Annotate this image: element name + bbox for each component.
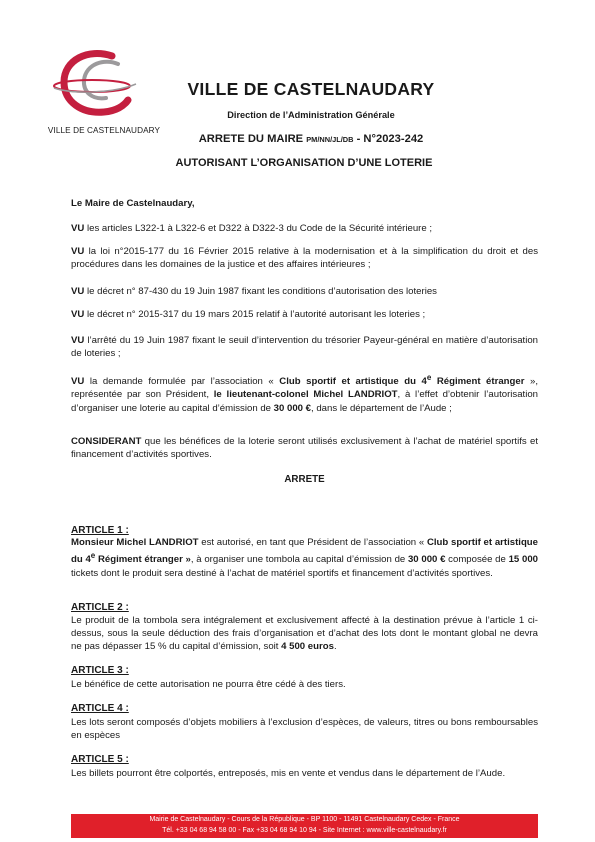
vu-label: VU	[71, 223, 85, 234]
mayor-line: Le Maire de Castelnaudary,	[71, 198, 195, 209]
vu-label: VU	[71, 335, 85, 346]
footer-contact: Tél. +33 04 68 94 58 00 - Fax +33 04 68 94 10 94 - Site Internet : www.ville-castelnaudary.fr	[162, 827, 447, 834]
article-2-text: Le produit de la tombola sera intégralement et exclusivement affecté à la destination prévue à l’article 1 ci-dessus, sous la seule déduction des frais d’organisation et d’achat des lots dont le montant global ne devra ne pas dépasser 15 % du capital d’émission, soit 4 500 euros.	[71, 615, 538, 653]
document-subject: AUTORISANT L’ORGANISATION D’UNE LOTERIE	[175, 157, 433, 169]
article-3-text: Le bénéfice de cette autorisation ne pourra être cédé à des tiers.	[71, 679, 346, 690]
article-1-text: Monsieur Michel LANDRIOT est autorisé, en tant que Président de l’association « Club sportif et artistique du 4e Régiment étranger », à organiser une tombola au capital d’émission de 30 000 € composée de 15 000 tickets dont le produit sera destiné à l’achat de matériel sportifs et financement d’activités sportives.	[71, 537, 539, 579]
article-1-title: ARTICLE 1 :	[71, 525, 129, 536]
vu-paragraph-5: VU l’arrêté du 19 Juin 1987 fixant le seuil d’intervention du trésorier Payeur-général en matière d’autorisation de loteries ;	[71, 335, 538, 360]
town-name: VILLE DE CASTELNAUDARY	[187, 79, 435, 99]
footer-band	[71, 814, 538, 838]
arrete-code: PM/NN/JL/DB	[306, 135, 354, 144]
arrete-prefix: ARRETE DU MAIRE	[198, 133, 307, 145]
footer-address: Mairie de Castelnaudary - Cours de la République - BP 1100 - 11491 Castelnaudary Cedex - France	[149, 816, 460, 823]
department-name: Direction de l’Administration Générale	[227, 110, 395, 120]
vu-label: VU	[71, 246, 85, 257]
article-4-title: ARTICLE 4 :	[71, 703, 129, 714]
considerant-paragraph: CONSIDERANT que les bénéfices de la loterie seront utilisés exclusivement à l’achat de matériel sportifs et financement d’activités sportives.	[71, 436, 538, 461]
considerant-label: CONSIDERANT	[71, 436, 142, 447]
article-2-title: ARTICLE 2 :	[71, 602, 129, 613]
logo-caption: VILLE DE CASTELNAUDARY	[47, 126, 161, 135]
vu-paragraph-6: VU la demande formulée par l’association « Club sportif et artistique du 4e Régiment étranger », représentée par son Président, le lieutenant-colonel Michel LANDRIOT, à l’effet d’obtenir l’autorisation d’organiser une loterie au capital d’émission de 30 000 €, dans le département de l’Aude ;	[71, 373, 538, 414]
vu-paragraph-2: VU la loi n°2015-177 du 16 Février 2015 relative à la modernisation et à la simplification du droit et des procédures dans les domaines de la justice et des affaires intérieures ;	[71, 246, 538, 271]
vu-label: VU	[71, 309, 85, 320]
vu-label: VU	[71, 376, 85, 388]
vu-paragraph-4: VU le décret n° 2015-317 du 19 mars 2015 relatif à l’autorité autorisant les loteries ;	[71, 309, 426, 320]
arrete-number: - N°2023-242	[353, 133, 424, 145]
arrete-reference	[176, 133, 446, 145]
article-3-title: ARTICLE 3 :	[71, 665, 129, 676]
decision-heading: ARRETE	[284, 474, 325, 485]
article-5-text: Les billets pourront être colportés, entreposés, mis en vente et vendus dans le département de l’Aude.	[71, 768, 506, 779]
article-4-text: Les lots seront composés d’objets mobiliers à l’exclusion d’espèces, de valeurs, titres ou bons remboursables en espèces	[71, 717, 538, 742]
vu-paragraph-1: VU les articles L322-1 à L322-6 et D322 à D322-3 du Code de la Sécurité intérieure ;	[71, 223, 433, 234]
article-5-title: ARTICLE 5 :	[71, 754, 129, 765]
vu-label: VU	[71, 286, 85, 297]
city-logo	[52, 50, 138, 118]
vu-paragraph-3: VU le décret n° 87-430 du 19 Juin 1987 fixant les conditions d’autorisation des loteries	[71, 286, 437, 297]
